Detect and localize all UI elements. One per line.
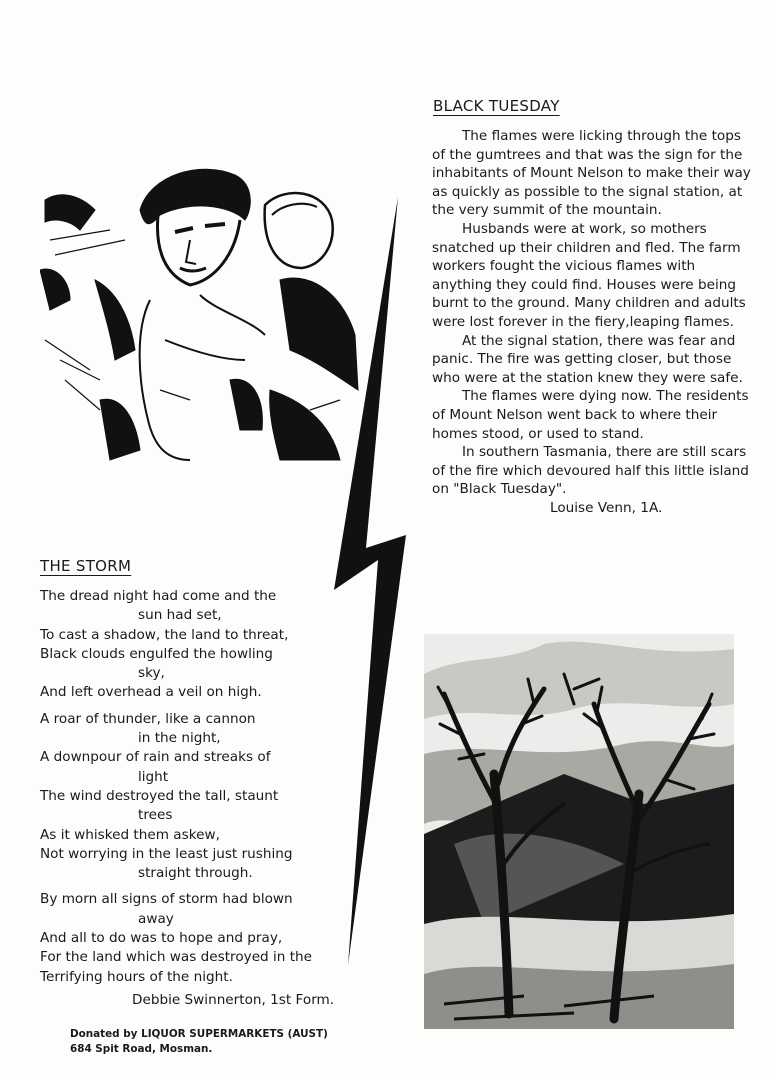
poem-line: And left overhead a veil on high. [40, 684, 262, 701]
poem-line: sky, [138, 665, 165, 682]
storm-author: Debbie Swinnerton, 1st Form. [132, 991, 335, 1008]
story-paragraph: The flames were licking through the tops of the gumtrees and that was the sign for the inhabitants of Mount Nelson to make their way as quickly as possible to the signal station, at the very summit of the mountain. [432, 128, 751, 219]
poem-line: To cast a shadow, the land to threat, [40, 626, 289, 643]
black-tuesday-story [432, 127, 752, 517]
story-paragraph: Husbands were at work, so mothers snatched up their children and fled. The farm workers fought the vicious flames with anything they could find. Houses were being burnt to the ground. Many children and adults were lost forever in the fiery,leaping flames. [432, 220, 746, 330]
poem-line: straight through. [138, 865, 253, 882]
black-tuesday-author: Louise Venn, 1A. [550, 499, 663, 516]
poem-line: By morn all signs of storm had blown [40, 891, 293, 908]
poem-line: Not worrying in the least just rushing [40, 845, 293, 862]
poem-line: light [138, 768, 169, 785]
poem-stanza-1 [40, 587, 340, 703]
story-paragraph: The flames were dying now. The residents of Mount Nelson went back to where their homes stood, or used to stand. [432, 388, 749, 442]
donor-credit [70, 1027, 328, 1056]
burnt-trees-illustration [424, 634, 734, 1029]
poem-line: in the night, [138, 730, 221, 747]
poem-line: The dread night had come and the [40, 588, 277, 604]
story-paragraph: In southern Tasmania, there are still scars of the fire which devoured half this little island on "Black Tuesday". [432, 444, 749, 498]
poem-line: sun had set, [138, 607, 222, 624]
poem-line: The wind destroyed the tall, staunt [40, 787, 279, 804]
donor-line-1: Donated by LIQUOR SUPERMARKETS (AUST) [70, 1028, 328, 1040]
poem-line: And all to do was to hope and pray, [40, 930, 283, 947]
storm-poem [40, 587, 340, 1017]
woman-with-child-illustration [40, 160, 365, 470]
poem-line: trees [138, 807, 173, 824]
story-paragraph: At the signal station, there was fear and panic. The fire was getting closer, but those who were at the station knew they were safe. [432, 332, 743, 386]
poem-line: Black clouds engulfed the howling [40, 645, 273, 662]
poem-line: A downpour of rain and streaks of [40, 749, 271, 766]
poem-line: As it whisked them askew, [40, 826, 220, 843]
poem-line: away [138, 910, 174, 927]
poem-line: For the land which was destroyed in the [40, 949, 313, 966]
poem-line: Terrifying hours of the night. [40, 968, 233, 985]
poem-stanza-3 [40, 890, 340, 1010]
black-tuesday-title: BLACK TUESDAY [433, 97, 560, 115]
storm-title: THE STORM [40, 557, 132, 575]
poem-line: A roar of thunder, like a cannon [40, 710, 256, 727]
poem-stanza-2 [40, 710, 340, 884]
donor-line-2: 684 Spit Road, Mosman. [70, 1042, 213, 1055]
